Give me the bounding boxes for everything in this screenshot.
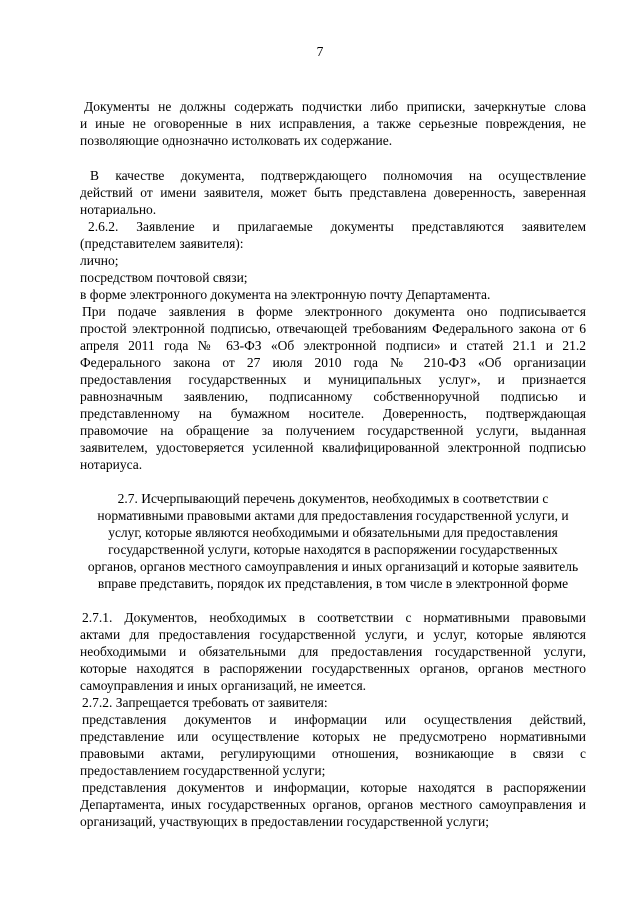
text-line: простой электронной подписью, отвечающей требованиям Федерального закона от 6 xyxy=(80,321,586,336)
text-line: представленному на бумажном носителе. Доверенность, подтверждающая xyxy=(80,406,586,421)
text-line: предоставления государственных и муниципальных услуг», и признается xyxy=(80,372,586,387)
text-line: и иные не оговоренные в них исправления, а также серьезные повреждения, не xyxy=(80,116,586,131)
text-line: 2.7.2. Запрещается требовать от заявителя: xyxy=(82,695,328,710)
text-line: Документы не должны содержать подчистки либо приписки, зачеркнутые слова xyxy=(84,99,586,114)
heading-line: вправе представить, порядок их представления, в том числе в электронной форме xyxy=(97,576,569,591)
paragraph-2-7-2 xyxy=(80,694,586,779)
text-line: которые находятся в распоряжении государственных органов, органов местного xyxy=(80,661,586,676)
text-line: представления документов и информации, которые находятся в распоряжении xyxy=(82,780,586,795)
text-line: позволяющие однозначно истолковать их содержание. xyxy=(80,133,393,148)
heading-line: государственной услуги, которые находятся в распоряжении государственных xyxy=(108,542,558,557)
text-line: необходимыми и обязательными для предоставления государственной услуги, xyxy=(80,644,586,659)
text-line: 2.6.2. Заявление и прилагаемые документы представляются заявителем xyxy=(88,219,586,234)
text-line: самоуправления и иных организаций, не имеется. xyxy=(80,678,367,693)
list-item: посредством почтовой связи; xyxy=(80,270,248,285)
text-line: При подаче заявления в форме электронного документа оно подписывается xyxy=(82,304,586,319)
paragraph-corrections xyxy=(80,98,586,149)
text-line: Федерального закона от 27 июля 2010 года № 210-ФЗ «Об организации xyxy=(80,355,586,370)
paragraph-electronic-signature xyxy=(80,303,586,473)
text-line: представления документов и информации или осуществления действий, xyxy=(82,712,586,727)
text-line: равнозначным заявлению, подписанному собственноручной подписью и xyxy=(80,389,586,404)
list-item: в форме электронного документа на электронную почту Департамента. xyxy=(80,287,491,302)
heading-line: услуг, которые являются необходимыми и обязательными для предоставления xyxy=(108,525,558,540)
text-line: правомочие на обращение за получением государственной услуги, выданная xyxy=(80,423,586,438)
text-line: Департамента, иных государственных органов, органов местного самоуправления и xyxy=(80,797,586,812)
text-line: представление или осуществление которых не предусмотрено нормативными xyxy=(80,729,586,744)
heading-line: органов, органов местного самоуправления и иных организаций и которые заявитель xyxy=(87,559,579,574)
text-line: (представителем заявителя): xyxy=(80,236,244,251)
text-line: нотариально. xyxy=(80,202,157,217)
text-line: организаций, участвующих в предоставлении государственной услуги; xyxy=(80,814,489,829)
text-line: предоставлением государственной услуги; xyxy=(80,763,326,778)
heading-line: 2.7. Исчерпывающий перечень документов, необходимых в соответствии с xyxy=(117,491,549,506)
text-line: апреля 2011 года № 63-ФЗ «Об электронной подписи» и статей 21.1 и 21.2 xyxy=(80,338,586,353)
paragraph-2-6-2 xyxy=(80,218,586,303)
list-item: лично; xyxy=(80,253,119,268)
section-heading-2-7 xyxy=(80,490,586,592)
paragraph-documents-in-possession xyxy=(80,779,586,830)
page-number: 7 xyxy=(316,44,324,59)
text-line: правовыми актами, регулирующими отношения, возникающие в связи с xyxy=(80,746,586,761)
text-line: В качестве документа, подтверждающего полномочия на осуществление xyxy=(90,168,586,183)
text-line: актами для предоставления государственной услуги, и услуг, которые являются xyxy=(80,627,586,642)
text-line: заявителем, удостоверяется усиленной квалифицированной электронной подписью xyxy=(80,440,586,455)
heading-line: нормативными правовыми актами для предоставления государственной услуги, и xyxy=(97,508,569,523)
paragraph-power-of-attorney xyxy=(80,167,586,218)
paragraph-2-7-1 xyxy=(80,609,586,694)
text-line: действий от имени заявителя, может быть представлена доверенность, заверенная xyxy=(80,185,586,200)
text-line: 2.7.1. Документов, необходимых в соответствии с нормативными правовыми xyxy=(82,610,586,625)
text-line: нотариуса. xyxy=(80,457,143,472)
